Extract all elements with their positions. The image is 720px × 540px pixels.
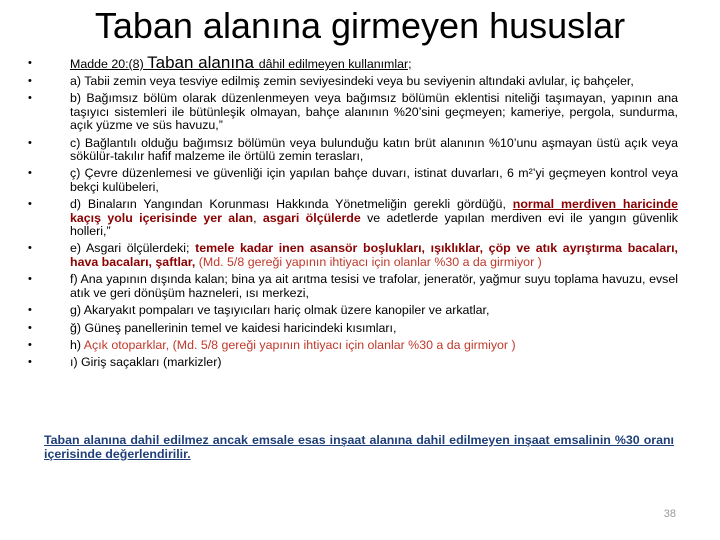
list-item-e bbox=[28, 242, 678, 269]
footer-note: Taban alanına dahil edilmez ancak emsale esas inşaat alanına dahil edilmeyen inşaat emsalinin %30 oranı içerisinde değerlendirilir. bbox=[44, 433, 674, 461]
list-item-b bbox=[28, 92, 678, 132]
item-text: , bbox=[253, 210, 263, 225]
list-item-c bbox=[28, 137, 678, 164]
item-text: a) Tabii zemin veya tesviye edilmiş zemin seviyesindeki veya bu seviyenin altındaki avlular, iç bahçeler, bbox=[70, 74, 634, 88]
item-text-emphasis: asgari ölçülerde bbox=[262, 210, 361, 225]
item-text: ğ) Güneş panellerinin temel ve kaidesi haricindeki kısımları, bbox=[70, 320, 397, 335]
list-item-a bbox=[28, 75, 678, 88]
item-text-emphasis: kaçış yolu içerisinde yer alan bbox=[70, 210, 254, 225]
list-item-dotless-i bbox=[28, 356, 678, 369]
item-text: d) Binaların Yangından Korunması Hakkında Yönetmeliğin gerekli gördüğü, bbox=[70, 197, 513, 212]
item-text-emphasis: Taban alanına bbox=[147, 53, 259, 72]
item-text: e) Asgari ölçülerdeki; bbox=[70, 241, 196, 256]
item-text-note: (Md. 5/8 gereği yapının ihtiyacı için olanlar %30 a da girmiyor ) bbox=[195, 254, 542, 269]
list-item-g-breve bbox=[28, 322, 678, 335]
list-item-g bbox=[28, 304, 678, 317]
list-item-c-cedilla bbox=[28, 167, 678, 194]
item-text: c) Bağlantılı olduğu bağımsız bölümün veya bulunduğu katın brüt alanının %10’unu aşmayan üstü açık veya sökülür-takılır hafif malzeme ile örtülü zemin terasları, bbox=[70, 135, 678, 164]
item-text-emphasis: Açık otoparklar, bbox=[83, 337, 170, 352]
slide-title: Taban alanına girmeyen hususlar bbox=[94, 5, 626, 46]
list-item-h bbox=[28, 339, 678, 352]
item-text: b) Bağımsız bölüm olarak düzenlenmeyen veya bağımsız bölümün eklentisi niteliği taşımayan, yapının ana taşıyıcı sistemleri ile bütünleşik olmayan, bahçe alanının %20’sini geçmeyen; kameriye, pergola, sundurma, açık yüzme ve süs havuzu,” bbox=[70, 91, 678, 133]
item-text-emphasis: temele kadar inen asansör boşlukları, ışıklıklar, çöp ve atık ayrıştırma bacaları, hava bacaları, şaftlar, bbox=[70, 241, 678, 269]
item-text: g) Akaryakıt pompaları ve taşıyıcıları hariç olmak üzere kanopiler ve arkatlar, bbox=[70, 303, 490, 318]
item-text: ç) Çevre düzenlemesi ve güvenliği için yapılan bahçe duvarı, istinat duvarları, 6 m²’yi geçmeyen kontrol veya bekçi kulübeleri, bbox=[70, 166, 678, 194]
list-item-d bbox=[28, 198, 678, 238]
item-text-emphasis: normal merdiven haricinde bbox=[512, 197, 678, 212]
item-text-note: (Md. 5/8 gereği yapının ihtiyacı için olanlar %30 a da girmiyor ) bbox=[169, 337, 516, 352]
item-text: ı) Giriş saçakları (markizler) bbox=[70, 355, 222, 370]
list-item-madde-20 bbox=[28, 53, 678, 72]
item-text: ve adetlerde yapılan merdiven evi ile yangın güvenlik holleri,” bbox=[70, 210, 679, 239]
bullet-list bbox=[28, 53, 679, 374]
item-text: dâhil edilmeyen kullanımlar; bbox=[258, 57, 412, 71]
item-text: h) bbox=[70, 337, 84, 352]
page-number: 38 bbox=[663, 508, 676, 520]
item-text: f) Ana yapının dışında kalan; bina ya ait arıtma tesisi ve trafolar, jeneratör, yağmur suyu toplama havuzu, evsel atık ve geri dönüşüm hazneleri, ısı merkezi, bbox=[70, 272, 678, 300]
item-text: Madde 20:(8) bbox=[70, 57, 148, 71]
list-item-f bbox=[28, 273, 678, 300]
